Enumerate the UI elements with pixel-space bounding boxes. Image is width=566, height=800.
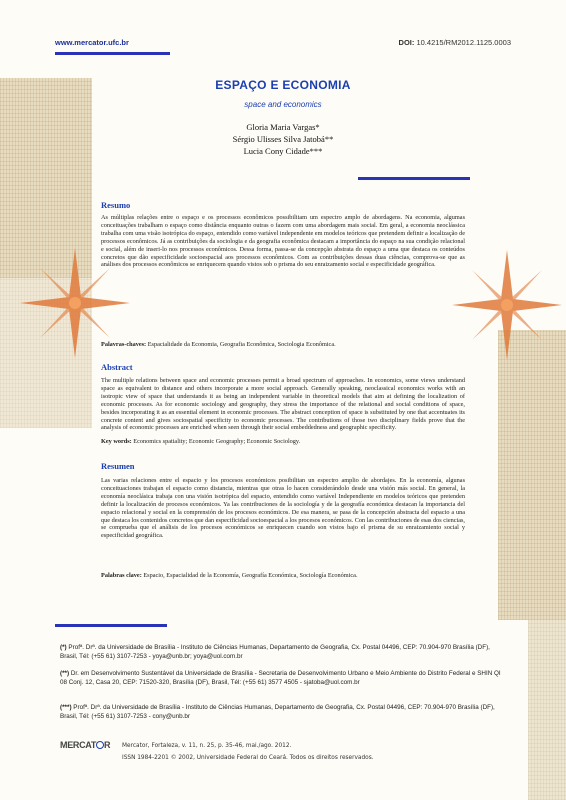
footnote-rule (55, 624, 167, 627)
author-list (0, 121, 566, 157)
footnote-2-text: Dr. em Desenvolvimento Sustentável da Universidade de Brasília - Secretaria de Desenvolvimento Urbano e Meio Ambiente do Distrito Federal e SHIN QI 08 Conj. 12, Casa 20, CEP: 71520-320, Brasília (DF), Brasil, Tél: (+55 61) 3577 4505 - sjatoba@uol.com.br (60, 670, 501, 686)
parchment-right (498, 330, 566, 620)
parchment-bottom-right (528, 620, 566, 800)
doi-label: DOI: (398, 38, 415, 47)
footnote-1-text: Profª. Drª. da Universidade de Brasília - Instituto de Ciências Humanas, Departamento de Geografia, Cx. Postal 04496, CEP: 70.904-970 Brasília (DF), Brasil, Tél: (+55 61) 3107-7253 - yoya@unb.br; yoya@uol.com.br (60, 644, 490, 660)
header-rule-left (55, 52, 170, 55)
resumo-keywords-text: Espacialidade da Economia, Geografia Econômica, Sociologia Econômica. (147, 341, 336, 348)
abstract-keywords-label: Key words: (101, 438, 132, 445)
article-subtitle: space and economics (244, 100, 322, 109)
mercator-logo-text-b: R (104, 740, 111, 750)
footer-line-1: Mercator, Fortaleza, v. 11, n. 25, p. 35-46, mai./ago. 2012. (122, 743, 292, 749)
site-link[interactable]: www.mercator.ufc.br (55, 38, 129, 47)
resumen-keywords (101, 572, 465, 580)
resumen-text: Las varias relaciones entre el espacio y los procesos económicos posibilitan un espectro amplio de abordajes. En la economía, algunas conceituaciones trabajan el espacio como distancia, mientras que otras lo hacen considerándolo desde una visión más social. En general, la economía neoclásica trabaja con una visión isotrópica del espacio, entendido como variável Independiente en modelos teóricos que pretenden definir la localización de procesos económicos. Ya las contribuciones de la sociología y de la geografía económica destacan la importancia del espacio relacional y social en la comprensión de los procesos económicos. De esa manera, se pasa de la concepción abstracta del espacio a una que destaca los contenidos concretos que dan especificidad socioespacial a los procesos económicos. Con las contribuciones de esas dos ciencias, se comprueba que el análisis de los procesos económicos se enriquecen cuando son vistos bajo el prisma de su enraizamiento social y especificidad geográfica. (101, 477, 465, 540)
footer-line-2: ISSN 1984-2201 © 2002, Universidade Federal do Ceará. Todos os direitos reservados. (122, 755, 374, 761)
mercator-logo (60, 740, 110, 750)
resumo-keywords (101, 341, 465, 349)
resumen-keywords-text: Espacio, Espacialidad de la Economía, Geografía Económica, Sociología Económica. (143, 572, 358, 579)
authors-rule (358, 177, 470, 180)
resumo-text: As múltiplas relações entre o espaço e os processos econômicos possibilitam um espectro amplo de abordagens. Na economia, algumas conceituações trabalham o espaço como distância enquanto outras o fazem com uma abordagem mais social. Em geral, a economia neoclássica trabalha com uma visão isotrópica do espaço, entendido como variável independente em modelos teóricos que pretendem definir a localização de processos econômicos. Já as contribuições da sociologia e da geografia econômica destacam a importância do espaço na sua condição relacional e social, além de inseri-lo nos processos econômicos. Dessa forma, passa-se da concepção abstrata do espaço a uma que destaca os conteúdos concretos que dão especificidade socioespacial aos processos econômicos. Com as contribuições dessas duas ciências, comprova-se que as análises dos processos econômicos se enriquecem quando vistos sob o prisma do seu enraizamento social e especificidade geográfica. (101, 214, 465, 269)
page-header (55, 38, 511, 50)
mercator-logo-text-a: MERCAT (60, 740, 97, 750)
abstract-text: The multiple relations between space and economic processes permit a broad spectrum of approaches. In economics, some views understand space as equivalent to distance and others incorporate a more social approach. Generally speaking, neoclassical economics works with an isotropic view of space that understands it as being an independent variable in theoretical models that aim at defining the localization of economic processes. As for economic sociology and geography, they stress the importance of the relational and social conditions of space, besides incorporating it as an essential element in economic processes. The abstract conception of space is substituted by one that accentuates its concrete content and gives sociospatial specificity to economic processes. The contributions of those two disciplinary fields prove that the analysis of economic processes are enriched when seen through their social embeddedness and geographic specificity. (101, 377, 465, 432)
article-title: ESPAÇO E ECONOMIA (215, 78, 351, 92)
resumen-keywords-label: Palabras clave: (101, 572, 142, 579)
footnote-2-mark: (**) (60, 670, 70, 677)
resumo-heading: Resumo (101, 200, 131, 210)
footnote-2 (60, 670, 508, 687)
author-1: Gloria Maria Vargas* (246, 122, 320, 132)
footnote-3-mark: (***) (60, 704, 72, 711)
footnote-3-text: Profª. Drª. da Universidade de Brasília - Instituto de Ciências Humanas, Departamento de Geografia, Cx. Postal 04496, CEP: 70.904-970 Brasília (DF), Brasil, Tél: (+55 61) 3107-7253 - cony@unb.br (60, 704, 495, 720)
abstract-keywords-text: Economics spatiality; Economic Geography; Economic Sociology. (133, 438, 301, 445)
abstract-keywords (101, 438, 465, 446)
doi-value: 10.4215/RM2012.1125.0003 (416, 38, 511, 47)
resumen-heading: Resumen (101, 461, 135, 471)
footnote-1 (60, 644, 508, 661)
doi[interactable] (399, 38, 511, 47)
author-3: Lucia Cony Cidade*** (243, 146, 323, 156)
compass-star-right-icon (452, 250, 562, 360)
footnote-1-mark: (*) (60, 644, 67, 651)
footnote-3 (60, 704, 508, 721)
abstract-heading: Abstract (101, 362, 133, 372)
footer-citation (122, 740, 374, 764)
author-2: Sérgio Ulisses Silva Jatobá** (232, 134, 334, 144)
globe-icon (96, 741, 104, 749)
resumo-keywords-label: Palavras-chaves: (101, 341, 147, 348)
